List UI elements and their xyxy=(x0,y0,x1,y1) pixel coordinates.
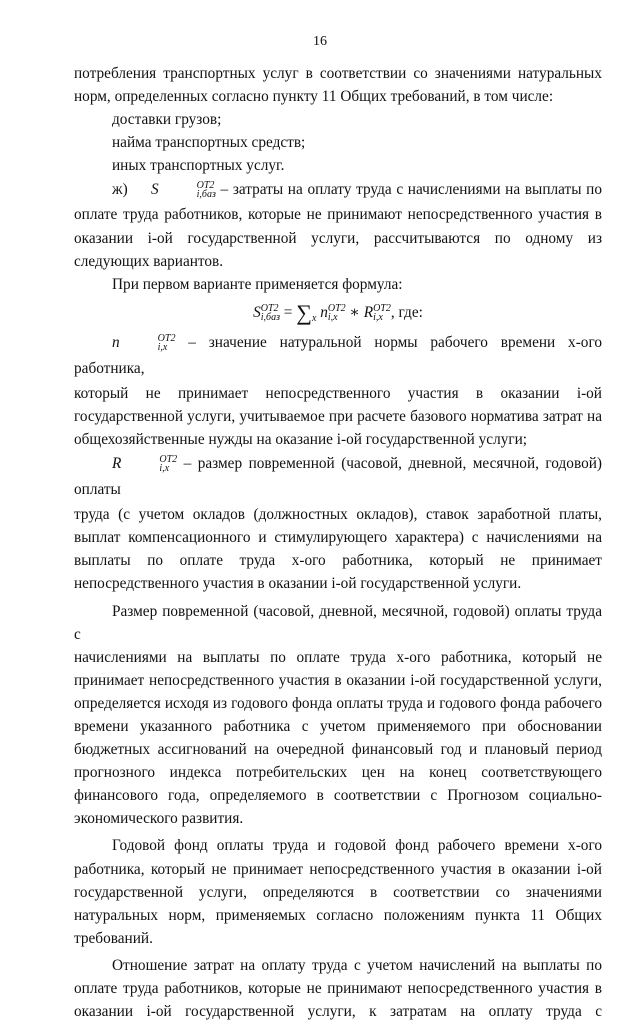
item-zh-line: ж) S OT2 i,баз – затраты на оплату труда с начислениями на выплаты по xyxy=(112,180,602,201)
paragraph-line: Размер повременной (часовой, дневной, месячной, годовой) оплаты труда с xyxy=(74,602,602,643)
page-number: 16 xyxy=(313,34,327,49)
text-line: принимает непосредственного участия в оказании i-ой государственной услуги, xyxy=(74,671,602,689)
text-line: прогнозного индекса потребительских цен на конец соответствующего xyxy=(74,764,602,782)
symbol-s-ot2-base: S OT2 i,баз xyxy=(150,180,216,201)
text-line: потребления транспортных услуг в соответствии со значениями натуральных xyxy=(74,65,602,82)
text-line: непосредственного участия в оказании i-ой государственной услуги. xyxy=(74,575,522,593)
text-line: финансового года, определяемого в соответствии с Прогнозом социально- xyxy=(74,787,602,805)
text-line: выплат компенсационного и стимулирующего характера) с начислениями на xyxy=(74,529,602,547)
text-line: работника, который не принимает непосредственного участия в оказании i-ой xyxy=(74,860,602,878)
text-line: норм, определенных согласно пункту 11 Общих требований, в том числе: xyxy=(74,88,554,106)
text-line: оказании i-ой государственной услуги, рассчитываются по одному из xyxy=(74,229,602,247)
paragraph-line: Отношение затрат на оплату труда с учетом начислений на выплаты по xyxy=(112,956,602,974)
text-line: определяется исходя из годового фонда оплаты труда и годового фонда рабочего xyxy=(74,694,602,712)
text-line: труда (с учетом окладов (должностных окладов), ставок заработной платы, xyxy=(74,506,602,524)
item-zh-label: ж) xyxy=(112,181,128,199)
list-item: доставки грузов; xyxy=(112,111,222,129)
text-line: времени указанного работника с учетом применяемого при обосновании xyxy=(74,717,602,735)
text-line: натуральных норм, применяемых согласно положениям пункта 11 Общих xyxy=(74,906,602,924)
text-line: оплате труда работников, которые не принимают непосредственного участия в xyxy=(74,206,602,224)
text-line: следующих вариантов. xyxy=(74,252,224,270)
symbol-n-ot2: n OT2 i,x xyxy=(112,332,176,353)
text-line: требований. xyxy=(74,929,153,947)
text-line: При первом варианте применяется формула: xyxy=(112,275,403,293)
text-line: государственной услуги, учитываемое при расчете базового норматива затрат на xyxy=(74,407,602,425)
document-body xyxy=(74,62,602,1023)
text-line: оказании i-ой государственной услуги, к затратам на оплату труда с xyxy=(74,1003,602,1021)
text-line: бюджетных ассигнований на очередной финансовый год и плановый период xyxy=(74,741,602,759)
sum-sign: ∑ xyxy=(296,299,312,325)
text-line: выплаты по оплате труда х-ого работника, который не принимает xyxy=(74,552,602,570)
list-item: найма транспортных средств; xyxy=(112,134,306,152)
definition-n: n OT2 i,x – значение натуральной нормы рабочего времени х-ого работника, xyxy=(74,332,602,377)
text-line: который не принимает непосредственного участия в оказании i-ой xyxy=(74,384,602,402)
paragraph-line: Годовой фонд оплаты труда и годовой фонд рабочего времени х-ого xyxy=(112,837,602,855)
text-line: оплате труда работников, которые не принимают непосредственного участия в xyxy=(74,980,602,997)
text-line: общехозяйственные нужды на оказание i-ой государственной услуги; xyxy=(74,431,528,449)
text-line: государственной услуги, определяются в соответствии со значениями xyxy=(74,883,602,901)
text-line: начислениями на выплаты по оплате труда х-ого работника, который не xyxy=(74,648,602,666)
definition-r: R OT2 i,x – размер повременной (часовой, дневной, месячной, годовой) оплаты xyxy=(74,454,602,499)
symbol-r-ot2: R OT2 i,x xyxy=(112,454,178,475)
list-item: иных транспортных услуг. xyxy=(112,157,285,175)
formula: S OT2 i,баз = $\sum_x$ n OT2 i,x ∗ R OT2 i,x , где: xyxy=(253,299,423,325)
text-line: экономического развития. xyxy=(74,810,244,828)
